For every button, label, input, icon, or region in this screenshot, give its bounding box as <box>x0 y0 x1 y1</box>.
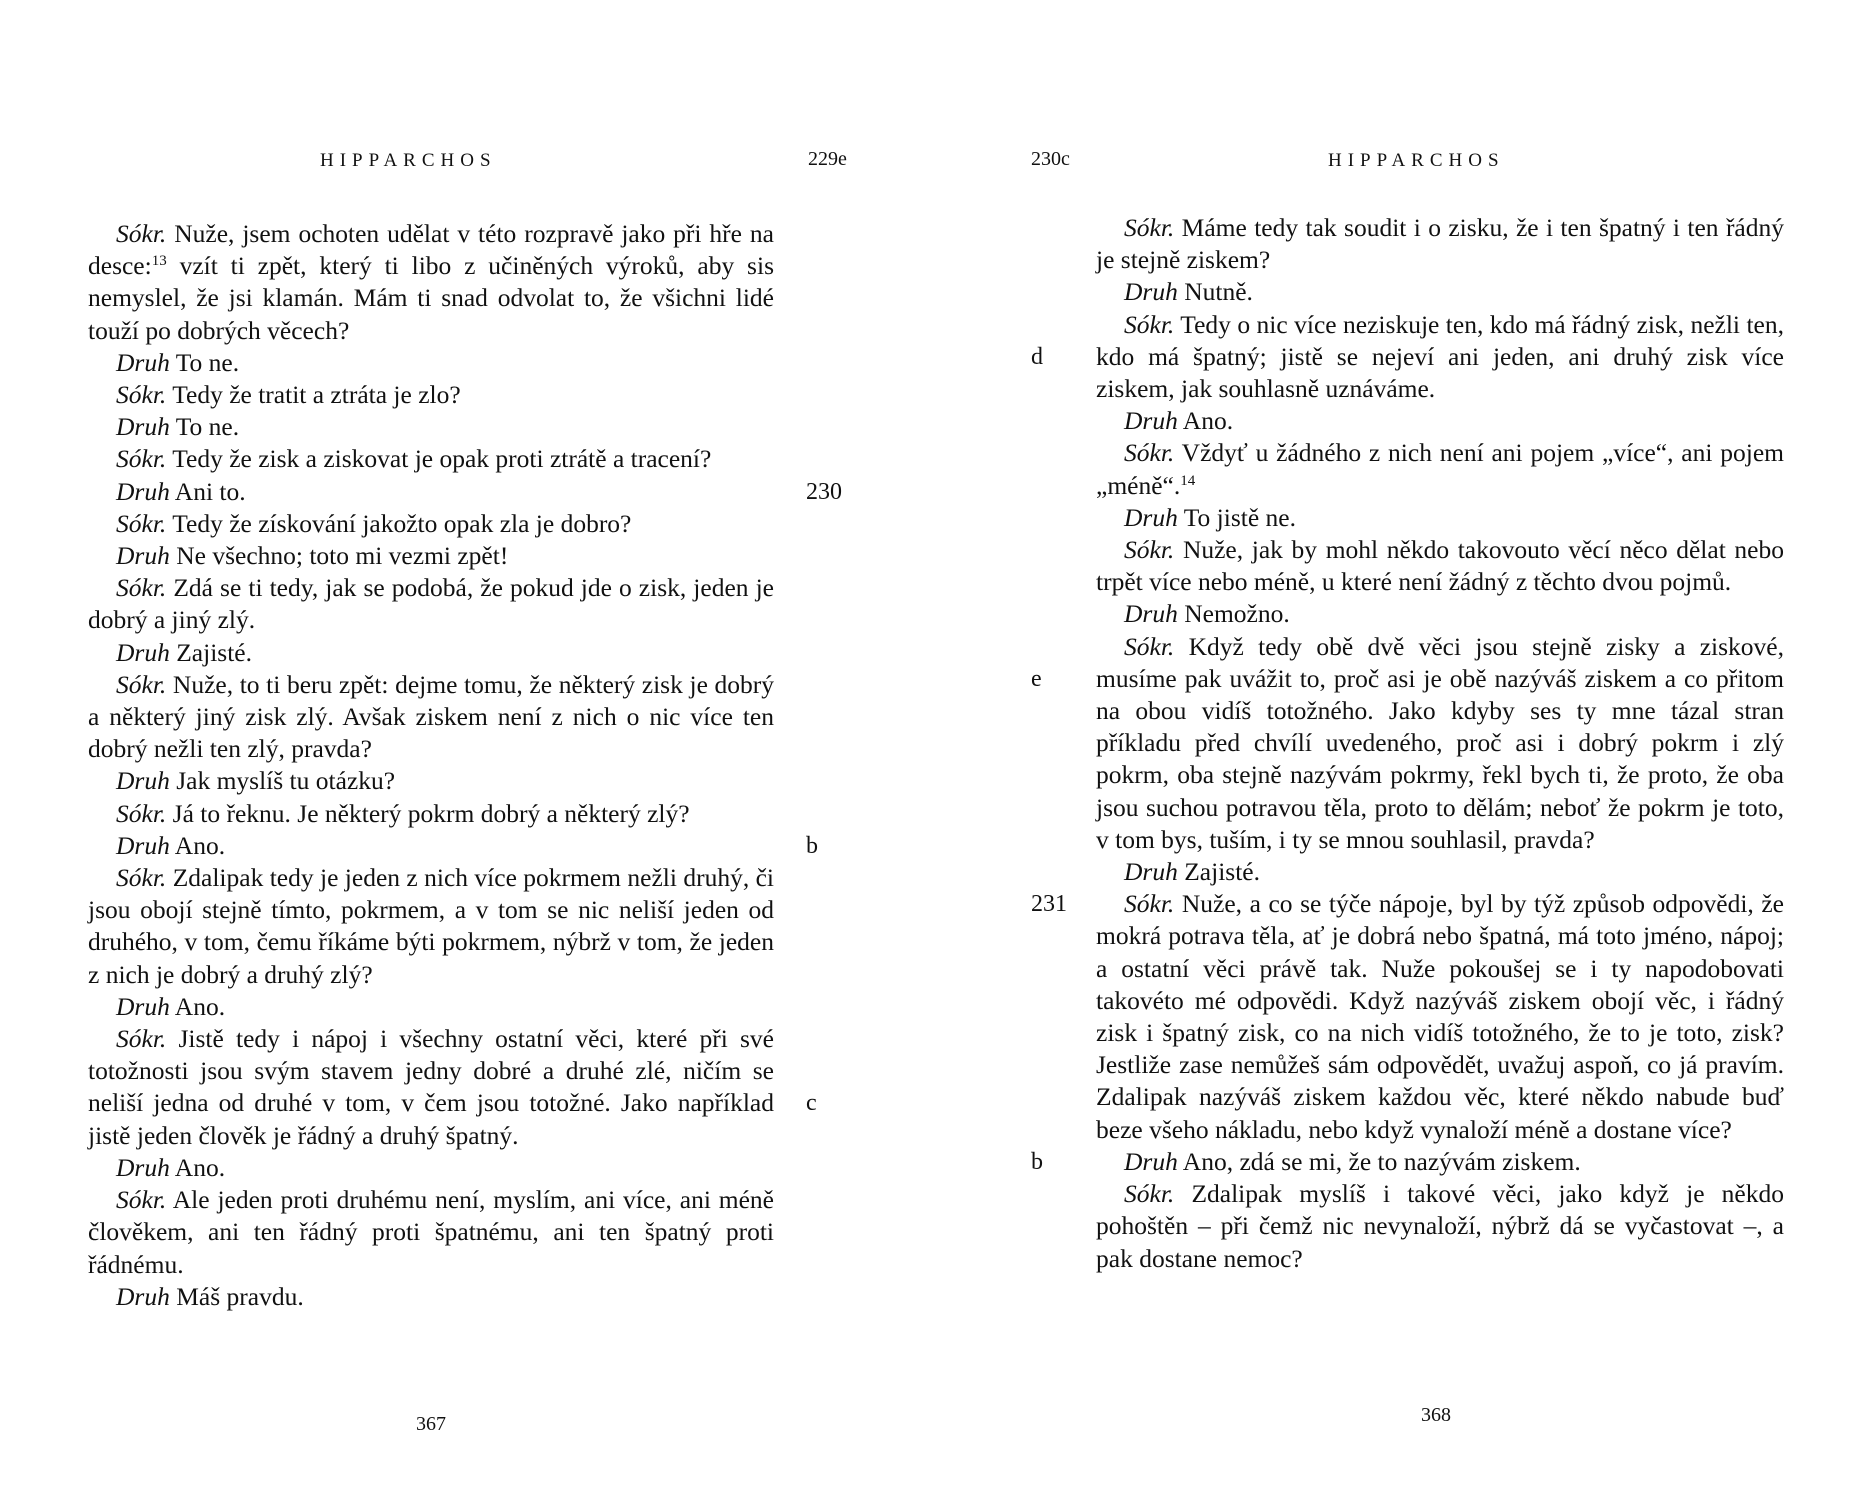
dialogue-line <box>88 379 774 411</box>
utterance-text: Ano. <box>169 830 226 860</box>
speaker-name: Druh <box>116 1152 170 1182</box>
utterance-text: To ne. <box>169 347 240 377</box>
stephanus-marker: b <box>1031 1148 1043 1175</box>
utterance-text: Ano, zdá se mi, že to nazývám ziskem. <box>1177 1146 1581 1176</box>
speaker-name: Sókr. <box>116 1185 167 1215</box>
speaker-name: Sókr. <box>1124 1179 1175 1209</box>
dialogue-line <box>88 1184 774 1281</box>
stephanus-marker: b <box>806 832 818 859</box>
speaker-name: Sókr. <box>116 798 167 828</box>
speaker-name: Sókr. <box>116 219 167 248</box>
footnote-marker[interactable]: 13 <box>151 253 167 270</box>
speaker-name: Sókr. <box>116 444 167 474</box>
dialogue-line <box>88 1152 774 1184</box>
speaker-name: Druh <box>1124 277 1178 307</box>
speaker-name: Sókr. <box>1124 309 1175 339</box>
dialogue-line <box>88 443 774 475</box>
speaker-name: Sókr. <box>1124 631 1175 661</box>
stephanus-marker: d <box>1031 343 1043 370</box>
speaker-name: Druh <box>1124 1146 1178 1176</box>
speaker-name: Sókr. <box>116 573 167 603</box>
stephanus-marker: c <box>806 1090 817 1117</box>
stephanus-marker: 231 <box>1031 891 1067 918</box>
speaker-name: Sókr. <box>116 1024 167 1054</box>
utterance-text: Zajisté. <box>1177 857 1260 887</box>
utterance-text: vzít ti zpět, který ti libo z učiněných výroků, aby sis nemyslel, že jsi klamán. Mám ti snad odvolat to, že všichni lidé touží po dobrých věcech? <box>88 251 774 345</box>
utterance-text: Zajisté. <box>169 637 252 667</box>
dialogue-line <box>1096 631 1784 856</box>
stephanus-number: 230c <box>1031 148 1070 170</box>
dialogue-line <box>1096 888 1784 1146</box>
dialogue-line <box>88 540 774 572</box>
dialogue-line <box>1096 309 1784 406</box>
utterance-text: Já to řeknu. Je některý pokrm dobrý a některý zlý? <box>166 798 690 828</box>
dialogue-line <box>88 830 774 862</box>
stephanus-marker: e <box>1031 665 1042 692</box>
speaker-name: Sókr. <box>116 380 167 410</box>
dialogue-line <box>1096 856 1784 888</box>
speaker-name: Druh <box>1124 599 1178 629</box>
dialogue-line <box>88 669 774 766</box>
utterance-text: Ano. <box>169 1152 226 1182</box>
utterance-text: Jak myslíš tu otázku? <box>169 766 396 796</box>
dialogue-line <box>88 218 774 347</box>
utterance-text: Nuže, a co se týče nápoje, byl by týž způsob odpovědi, že mokrá potrava těla, ať je dobrá nebo špatná, má toto jméno, nápoj; a ostatní věci právě tak. Nuže pokoušej se i ty napodobovati takovéto mé odpovědi. Když nazýváš ziskem obojí věc, i řádný zisk i špatný zisk, co na nich vidíš totožného, že to je toto, zisk? Jestliže zase nemůžeš sám odpovědět, uvažuj aspoň, co já pravím. Zdalipak nazýváš ziskem každou věc, které někdo nabude buď beze všeho nákladu, nebo když vynaloží méně a dostane více? <box>1096 889 1784 1144</box>
stephanus-marker: 230 <box>806 478 842 505</box>
page-number: 367 <box>416 1413 446 1435</box>
dialogue-text <box>88 218 774 1313</box>
speaker-name: Druh <box>1124 857 1178 887</box>
utterance-text: Vždyť u žádného z nich není ani pojem „více“, ani pojem „méně“. <box>1096 438 1784 500</box>
speaker-name: Druh <box>116 1281 170 1311</box>
utterance-text: Ano. <box>169 991 226 1021</box>
speaker-name: Sókr. <box>116 508 167 538</box>
dialogue-line <box>88 347 774 379</box>
speaker-name: Druh <box>116 637 170 667</box>
utterance-text: Tedy o nic více neziskuje ten, kdo má řádný zisk, nežli ten, kdo má špatný; jistě se nejeví ani jeden, ani druhý zisk více ziskem, jak souhlasně uznáváme. <box>1096 309 1784 404</box>
dialogue-line <box>1096 212 1784 276</box>
running-head: HIPPARCHOS <box>320 150 497 171</box>
speaker-name: Sókr. <box>1124 438 1175 468</box>
utterance-text: Zdalipak tedy je jeden z nich více pokrmem nežli druhý, či jsou obojí stejně tímto, pokrmem, a v tom se nic neliší jeden od druhého, v tom, čemu říkáme býti pokrmem, nýbrž v tom, že jeden z nich je dobrý a druhý zlý? <box>88 863 774 989</box>
utterance-text: Jistě tedy i nápoj i všechny ostatní věci, které při své totožnosti jsou svým stavem jedny dobré a druhé zlé, ničím se neliší jedna od druhé v tom, v čem jsou totožné. Jako například jistě jeden člověk je řádný a druhý špatný. <box>88 1024 774 1150</box>
utterance-text: Ale jeden proti druhému není, myslím, ani více, ani méně člověkem, ani ten řádný proti špatnému, ani ten špatný proti řádnému. <box>88 1185 774 1279</box>
dialogue-line <box>88 798 774 830</box>
utterance-text: Zdalipak myslíš i takové věci, jako když je někdo pohoštěn – při čemž nic nevynaloží, nýbrž dá se vyčastovat –, a pak dostane nemoc? <box>1096 1179 1784 1273</box>
speaker-name: Druh <box>1124 502 1178 532</box>
utterance-text: Tedy že zisk a ziskovat je opak proti ztrátě a tracení? <box>166 444 712 474</box>
speaker-name: Druh <box>116 991 170 1021</box>
speaker-name: Sókr. <box>116 863 167 893</box>
dialogue-line <box>1096 1146 1784 1178</box>
speaker-name: Sókr. <box>1124 213 1175 242</box>
speaker-name: Druh <box>116 541 170 571</box>
dialogue-line <box>1096 502 1784 534</box>
speaker-name: Sókr. <box>1124 889 1175 919</box>
utterance-text: Zdá se ti tedy, jak se podobá, že pokud jde o zisk, jeden je dobrý a jiný zlý. <box>88 573 774 635</box>
utterance-text: Tedy že získování jakožto opak zla je dobro? <box>166 508 632 538</box>
dialogue-line <box>1096 276 1784 308</box>
stephanus-number: 229e <box>808 148 847 170</box>
dialogue-line <box>1096 534 1784 598</box>
dialogue-line <box>88 476 774 508</box>
footnote-marker[interactable]: 14 <box>1180 472 1196 489</box>
speaker-name: Druh <box>116 476 170 506</box>
dialogue-line <box>88 765 774 797</box>
dialogue-line <box>1096 405 1784 437</box>
utterance-text: Ne všechno; toto mi vezmi zpět! <box>169 541 509 571</box>
speaker-name: Druh <box>116 412 170 442</box>
running-head: HIPPARCHOS <box>1328 150 1505 171</box>
utterance-text: Nuže, jak by mohl někdo takovouto věcí něco dělat nebo trpět více nebo méně, u které není žádný z těchto dvou pojmů. <box>1096 535 1784 597</box>
utterance-text: Tedy že tratit a ztráta je zlo? <box>166 380 461 410</box>
dialogue-line <box>1096 1178 1784 1275</box>
dialogue-line <box>1096 598 1784 630</box>
dialogue-line <box>88 508 774 540</box>
utterance-text: Nuže, jsem ochoten udělat v této rozpravě jako při hře na desce: <box>88 219 774 281</box>
dialogue-text <box>1096 212 1784 1275</box>
utterance-text: To jistě ne. <box>1177 502 1296 532</box>
utterance-text: Máme tedy tak soudit i o zisku, že i ten špatný i ten řádný je stejně ziskem? <box>1096 213 1784 275</box>
page-number: 368 <box>1421 1404 1451 1426</box>
speaker-name: Druh <box>1124 406 1178 436</box>
dialogue-line <box>88 1281 774 1313</box>
dialogue-line <box>88 572 774 636</box>
dialogue-line <box>88 411 774 443</box>
dialogue-line <box>1096 437 1784 501</box>
speaker-name: Druh <box>116 347 170 377</box>
utterance-text: Máš pravdu. <box>169 1281 304 1311</box>
utterance-text: Ano. <box>1177 406 1234 436</box>
utterance-text: To ne. <box>169 412 240 442</box>
speaker-name: Sókr. <box>1124 535 1175 565</box>
utterance-text: Když tedy obě dvě věci jsou stejně zisky a ziskové, musíme pak uvážit to, proč asi je obě nazýváš ziskem a co přitom na obou vidíš totožného. Jako kdyby ses ty mne tázal stran příkladu před chvílí uvedeného, proč asi i dobrý pokrm i zlý pokrm, oba stejně nazývám pokrmy, řekl bych ti, že proto, že oba jsou suchou potravou těla, proto to dělám; neboť že pokrm je toto, v tom bys, tuším, i ty se mnou souhlasil, pravda? <box>1096 631 1784 854</box>
dialogue-line <box>88 862 774 991</box>
utterance-text: Ani to. <box>169 476 246 506</box>
right-page <box>931 0 1862 1501</box>
dialogue-line <box>88 991 774 1023</box>
utterance-text: Nemožno. <box>1177 599 1290 629</box>
dialogue-line <box>88 1023 774 1152</box>
speaker-name: Druh <box>116 830 170 860</box>
speaker-name: Druh <box>116 766 170 796</box>
utterance-text: Nuže, to ti beru zpět: dejme tomu, že některý zisk je dobrý a některý jiný zisk zlý. Avšak ziskem není z nich o nic více ten dobrý nežli ten zlý, pravda? <box>88 669 774 764</box>
dialogue-line <box>88 637 774 669</box>
utterance-text: Nutně. <box>1177 277 1253 307</box>
speaker-name: Sókr. <box>116 669 167 699</box>
